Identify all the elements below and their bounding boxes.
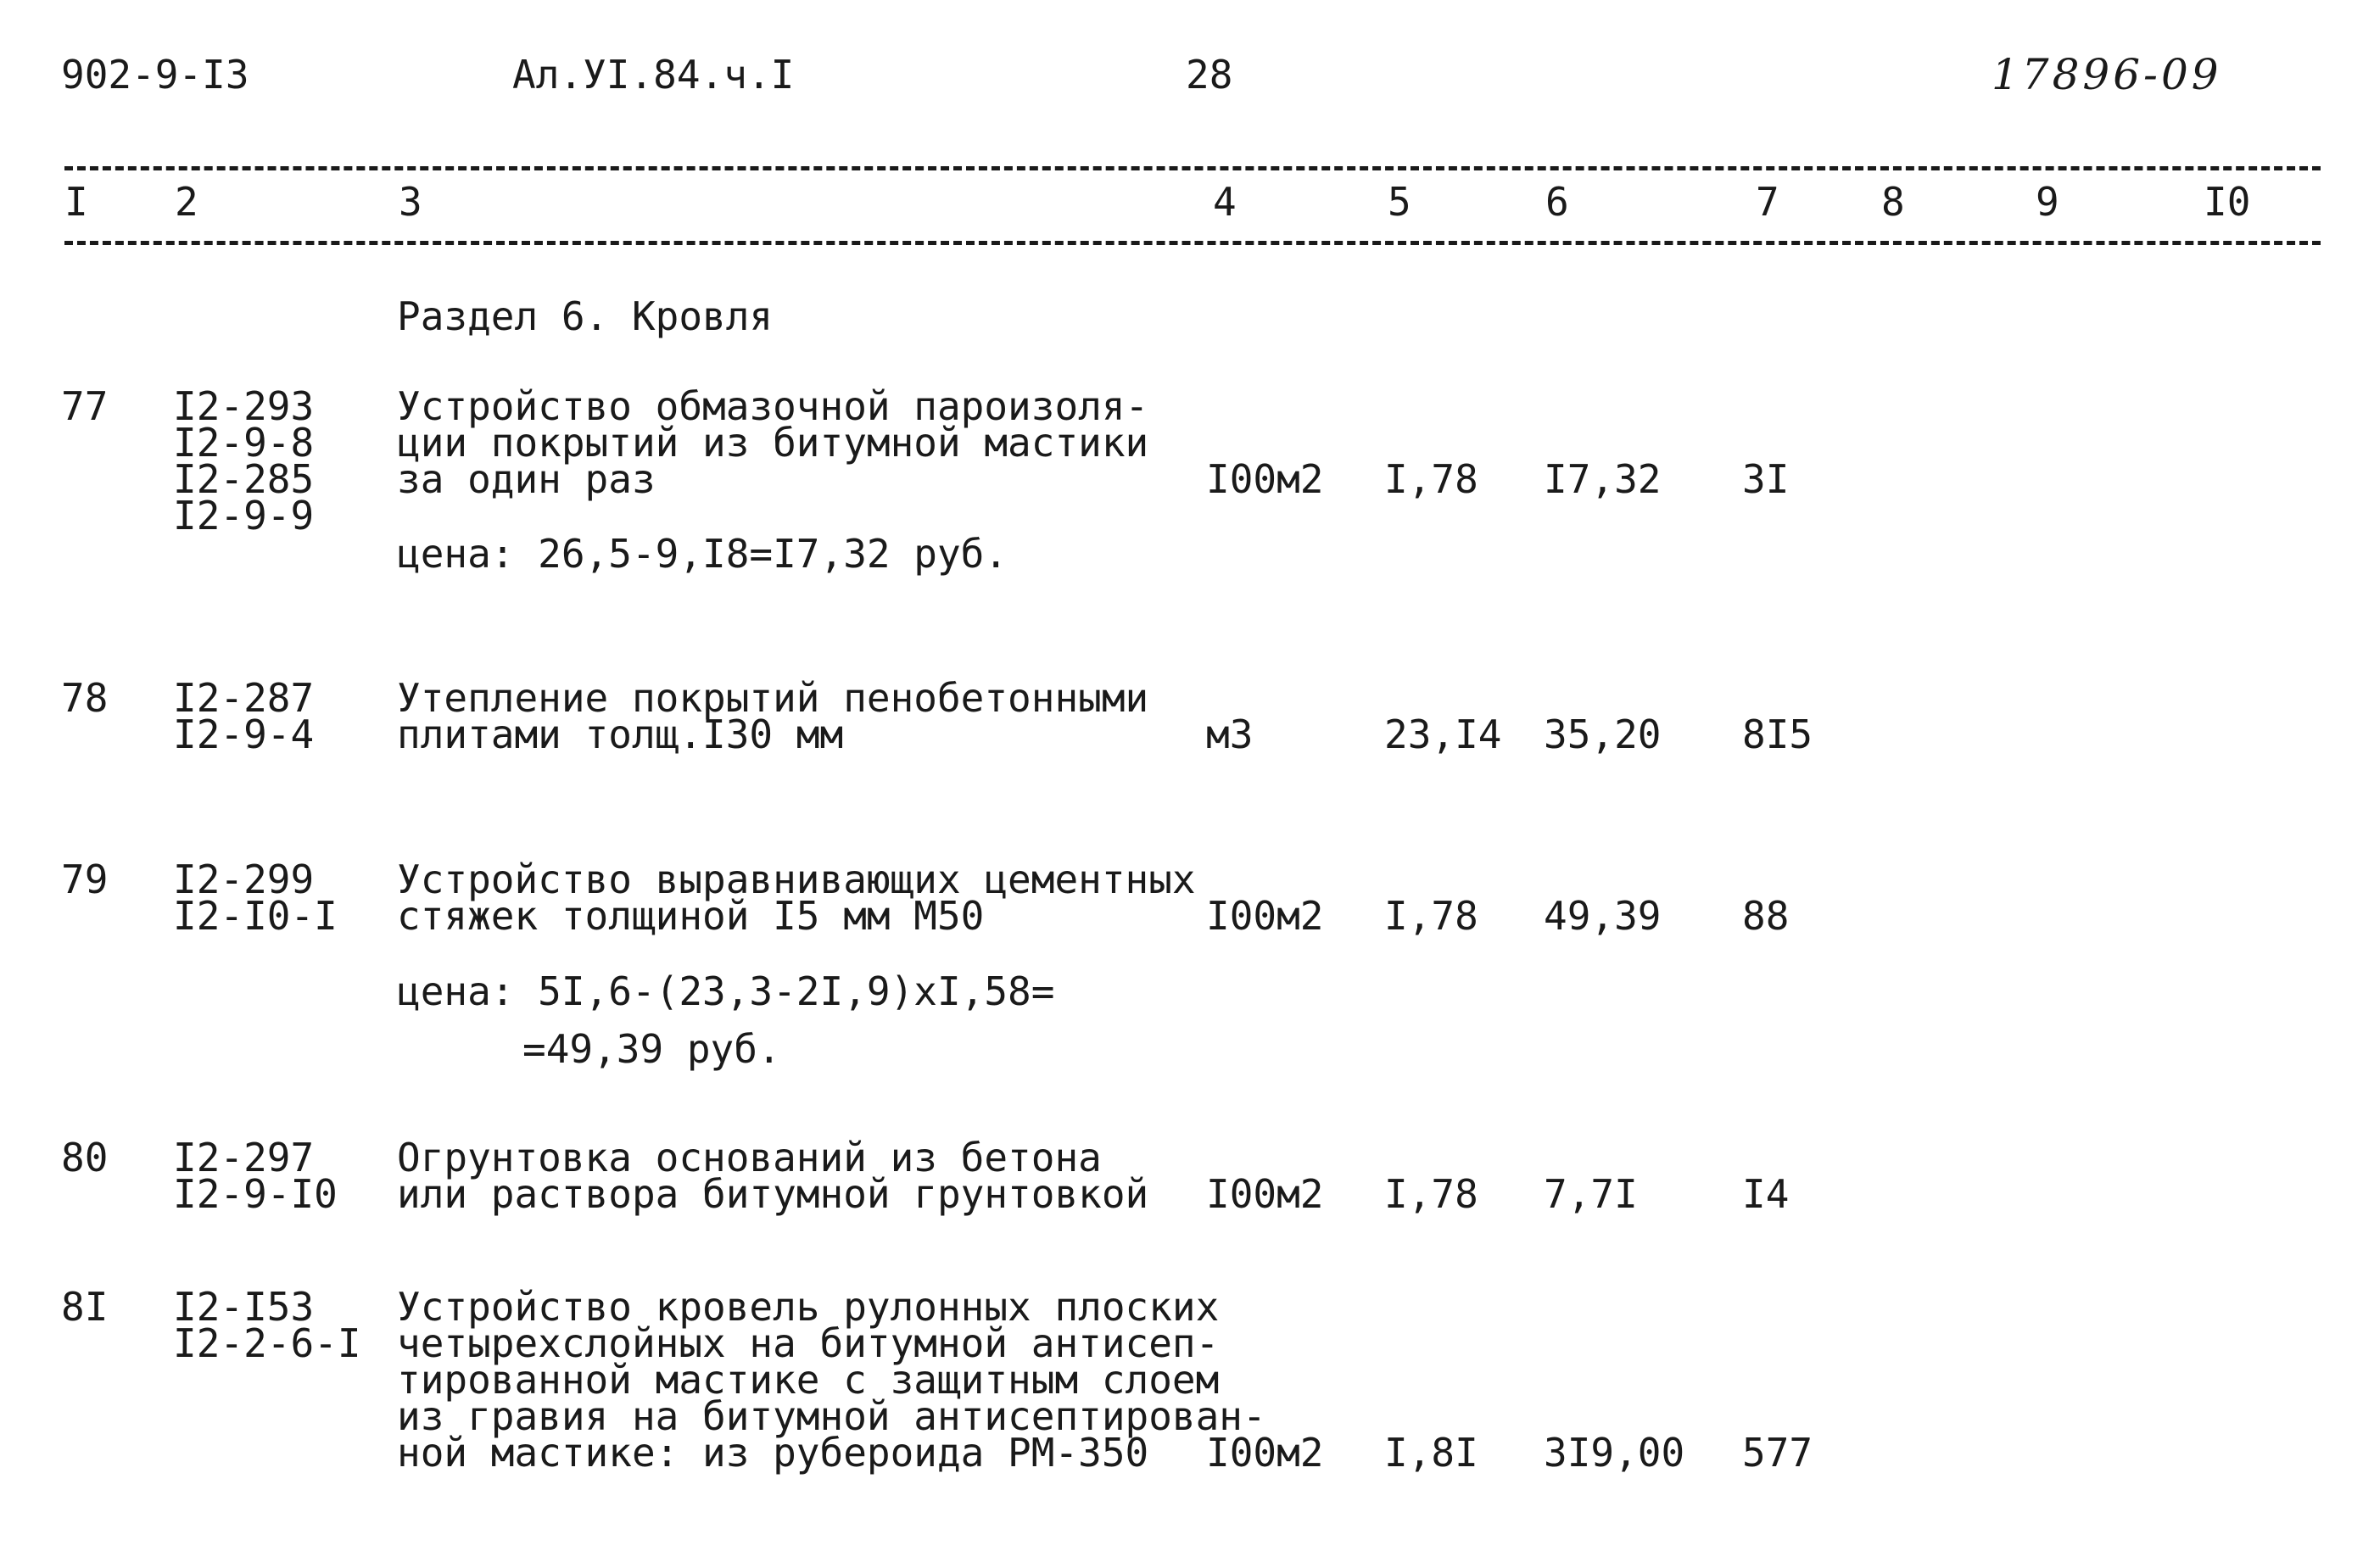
row-codes: I2-293 I2-9-8 I2-285 I2-9-9	[173, 383, 315, 538]
row-quantity: I,78	[1384, 893, 1478, 939]
row-price: 35,20	[1544, 711, 1662, 757]
row-number: 77	[61, 383, 109, 429]
row-description: Устройство кровель рулонных плоских четырехслойных на битумной антисеп- тированной мастике с защитным слоем из гравия на битумной антисептирован- ной мастике: из рубероида РМ-350	[397, 1284, 1266, 1476]
row-quantity: 23,I4	[1384, 711, 1502, 757]
column-header-9: 9	[2036, 179, 2059, 225]
row-codes: I2-I53 I2-2-6-I	[173, 1284, 361, 1366]
row-price-note: цена: 5I,6-(23,3-2I,9)xI,58=	[397, 968, 1055, 1014]
row-unit: м3	[1206, 711, 1254, 757]
row-quantity: I,78	[1384, 456, 1478, 502]
column-header-10: I0	[2204, 179, 2251, 225]
row-quantity: I,8I	[1384, 1430, 1478, 1476]
row-description: Устройство обмазочной пароизоля- ции покрытий из битумной мастики за один раз	[397, 383, 1149, 502]
row-number: 79	[61, 857, 109, 902]
row-price: I7,32	[1544, 456, 1662, 502]
row-quantity: I,78	[1384, 1171, 1478, 1217]
row-price: 7,7I	[1544, 1171, 1638, 1217]
row-codes: I2-299 I2-I0-I	[173, 857, 338, 939]
row-description: Утепление покрытий пенобетонными плитами толщ.I30 мм	[397, 675, 1149, 757]
column-header-3: 3	[399, 179, 422, 225]
column-header-7: 7	[1756, 179, 1779, 225]
column-header-1: I	[64, 179, 88, 225]
row-unit: I00м2	[1206, 893, 1324, 939]
table-header-bottom-rule	[64, 241, 2321, 245]
handwritten-number: 17896-09	[1992, 50, 2222, 99]
row-number: 8I	[61, 1284, 109, 1330]
row-price-note: цена: 26,5-9,I8=I7,32 руб.	[397, 531, 1008, 577]
row-price: 49,39	[1544, 893, 1662, 939]
column-header-5: 5	[1388, 179, 1411, 225]
row-price-note-result: =49,39 руб.	[522, 1026, 781, 1072]
section-title: Раздел 6. Кровля	[397, 293, 774, 339]
row-codes: I2-287 I2-9-4	[173, 675, 315, 757]
row-unit: I00м2	[1206, 1430, 1324, 1476]
row-cost: 8I5	[1742, 711, 1813, 757]
row-number: 80	[61, 1135, 109, 1180]
album-ref: Ал.УI.84.ч.I	[512, 52, 795, 98]
row-cost: 3I	[1742, 456, 1790, 502]
row-unit: I00м2	[1206, 1171, 1324, 1217]
column-header-4: 4	[1213, 179, 1237, 225]
doc-code: 902-9-I3	[61, 52, 249, 98]
column-header-6: 6	[1545, 179, 1569, 225]
row-codes: I2-297 I2-9-I0	[173, 1135, 338, 1217]
row-cost: 577	[1742, 1430, 1813, 1476]
row-cost: I4	[1742, 1171, 1790, 1217]
column-header-2: 2	[175, 179, 198, 225]
column-header-8: 8	[1881, 179, 1905, 225]
row-description: Устройство выравнивающих цементных стяжек толщиной I5 мм М50	[397, 857, 1196, 939]
row-price: 3I9,00	[1544, 1430, 1685, 1476]
table-header-top-rule	[64, 166, 2321, 170]
row-unit: I00м2	[1206, 456, 1324, 502]
page-number: 28	[1186, 52, 1233, 98]
row-cost: 88	[1742, 893, 1790, 939]
row-number: 78	[61, 675, 109, 721]
row-description: Огрунтовка оснований из бетона или раствора битумной грунтовкой	[397, 1135, 1149, 1217]
